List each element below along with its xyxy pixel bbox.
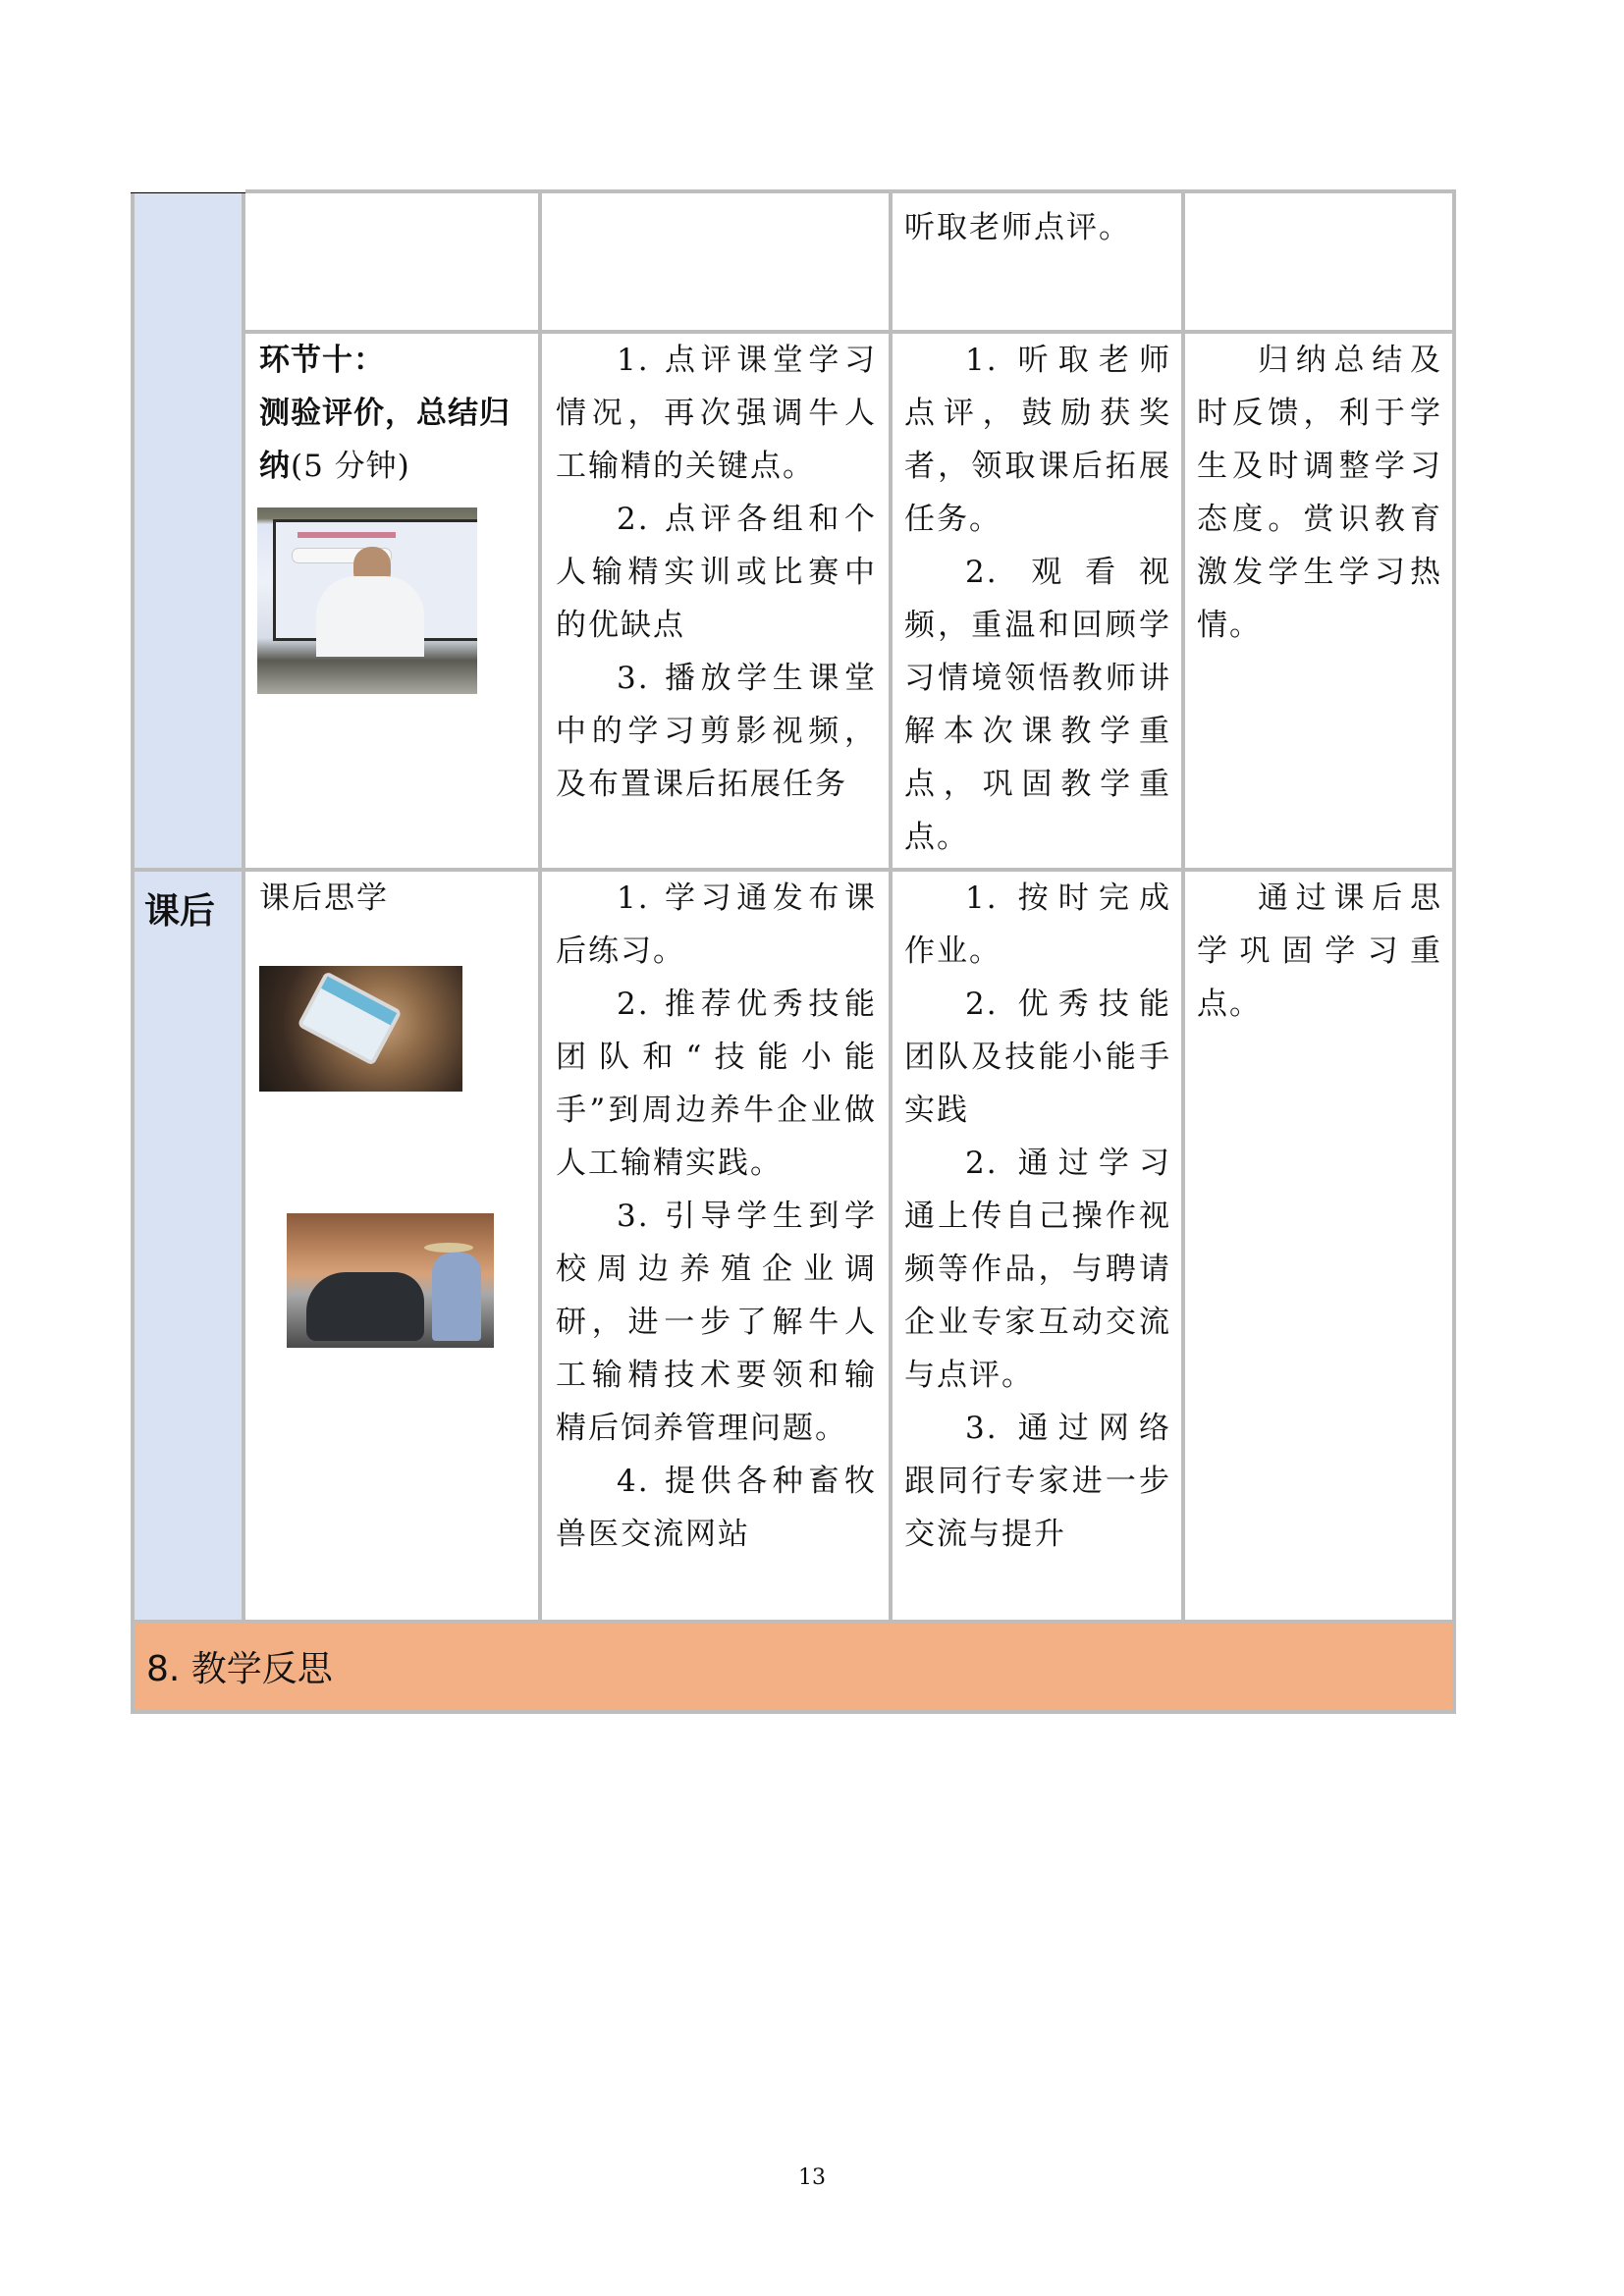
phase-cell — [131, 334, 245, 872]
student-activity-item: 2. 观看视频，重温和回顾学习情境领悟教师讲解本次课教学重点，巩固教学重点。 — [904, 555, 1171, 855]
student-activity-item: 1. 听取老师点评，鼓励获奖者，领取课后拓展任务。 — [904, 343, 1171, 537]
step-title: 环节十： — [259, 343, 385, 378]
teacher-activity-item: 3. 引导学生到学校周边养殖企业调研，进一步了解牛人工输精技术要领和输精后饲养管理问题。 — [556, 1199, 877, 1446]
teacher-presenting-photo — [257, 507, 477, 694]
teacher-activity-item: 4. 提供各种畜牧兽医交流网站 — [556, 1464, 877, 1552]
student-activity-item: 2. 通过学习通上传自己操作视频等作品，与聘请企业专家互动交流与点评。 — [904, 1146, 1171, 1393]
step-subtitle: 测验评价，总结归纳 — [259, 396, 511, 484]
step-duration: (5 分钟) — [291, 449, 410, 484]
phase-cell — [131, 193, 245, 334]
step-cell — [245, 872, 542, 1620]
step-cell — [245, 193, 542, 334]
design-intent-cell — [1185, 193, 1456, 334]
teacher-activity-item: 3. 播放学生课堂中的学习剪影视频，及布置课后拓展任务 — [556, 661, 877, 802]
teacher-activity-item: 2. 点评各组和个人输精实训或比赛中的优缺点 — [556, 502, 877, 643]
row-top-border — [245, 189, 1456, 193]
phone-learning-photo — [259, 966, 462, 1092]
step-cell — [245, 334, 542, 872]
design-intent-cell — [1185, 334, 1456, 872]
section-header-band — [131, 1620, 1456, 1714]
teacher-activity-item: 1. 点评课堂学习情况，再次强调牛人工输精的关键点。 — [556, 343, 877, 484]
teacher-activity-cell — [542, 193, 893, 334]
activity-title: 课后思学 — [259, 881, 389, 916]
student-activity-text: 听取老师点评。 — [904, 210, 1131, 245]
design-intent-cell — [1185, 872, 1456, 1620]
phase-cell — [131, 872, 245, 1620]
student-activity-cell — [893, 334, 1185, 872]
page-number: 13 — [798, 2165, 826, 2190]
phase-label: 课后 — [144, 891, 216, 932]
table-row-step10 — [131, 334, 1456, 872]
student-activity-item: 1. 按时完成作业。 — [904, 881, 1171, 969]
teacher-activity-cell — [542, 872, 893, 1620]
cattle-farm-practice-photo — [287, 1213, 494, 1348]
table-row-after-class — [131, 872, 1456, 1620]
teacher-activity-item: 2. 推荐优秀技能团队和“技能小能手”到周边养牛企业做人工输精实践。 — [556, 987, 877, 1181]
teacher-activity-item: 1. 学习通发布课后练习。 — [556, 881, 877, 969]
teacher-activity-cell — [542, 334, 893, 872]
design-intent-text: 归纳总结及时反馈，利于学生及时调整学习态度。赏识教育激发学生学习热情。 — [1197, 343, 1442, 643]
student-activity-item: 2. 优秀技能团队及技能小能手实践 — [904, 987, 1171, 1128]
design-intent-text: 通过课后思学巩固学习重点。 — [1197, 881, 1442, 1022]
section-title: 8. 教学反思 — [146, 1649, 333, 1689]
table-row-continued — [131, 193, 1456, 334]
student-activity-cell — [893, 872, 1185, 1620]
student-activity-cell — [893, 193, 1185, 334]
student-activity-item: 3. 通过网络跟同行专家进一步交流与提升 — [904, 1411, 1171, 1552]
